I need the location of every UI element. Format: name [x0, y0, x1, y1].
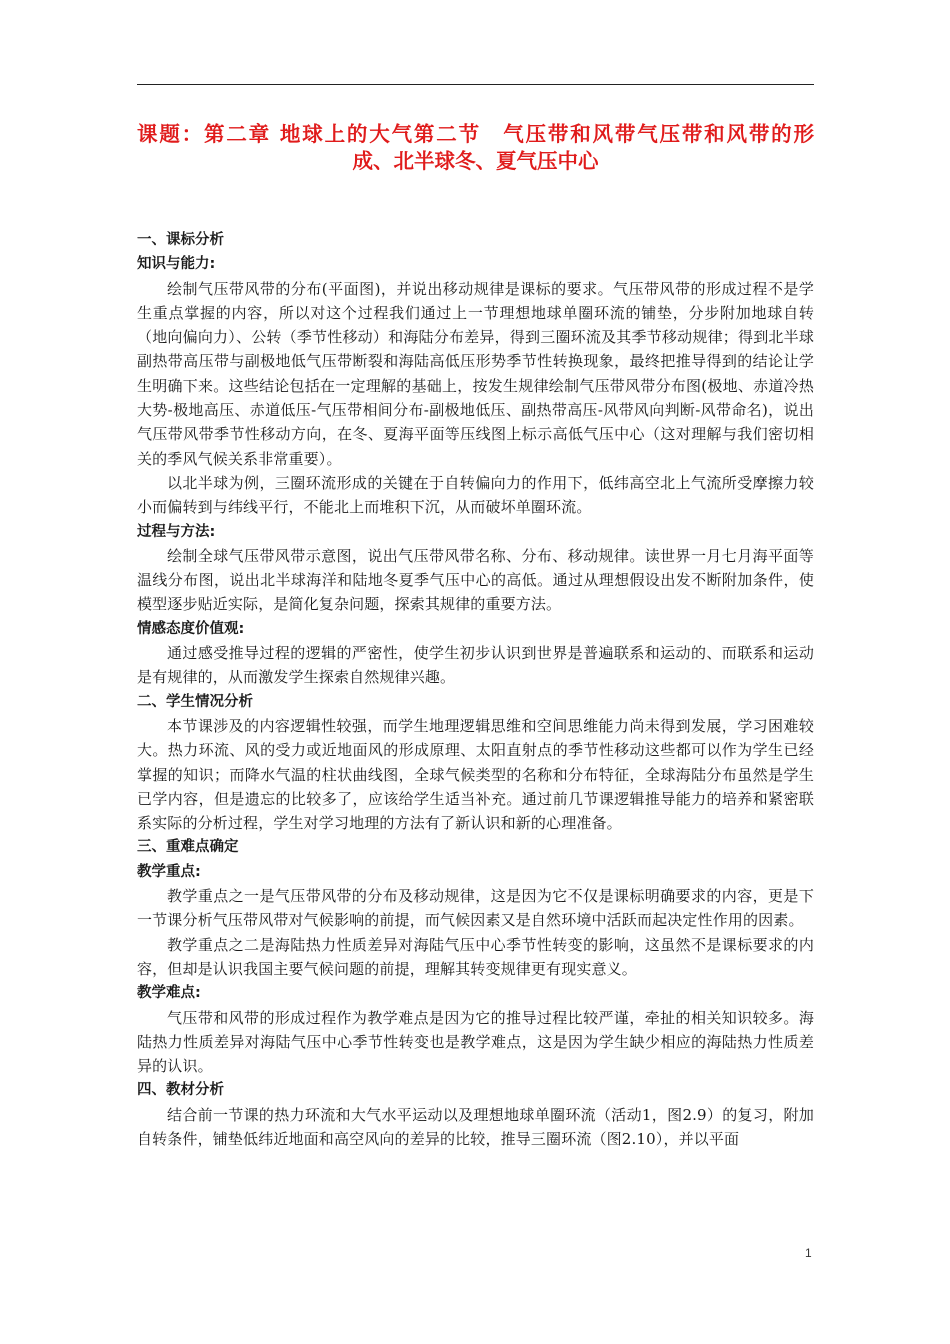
paragraph: 结合前一节课的热力环流和大气水平运动以及理想地球单圈环流（活动1，图2.9）的复习，附加自转条件，铺垫低纬近地面和高空风向的差异的比较，推导三圈环流（图2.10），并以平面: [137, 1105, 814, 1148]
title-line-2: 成、北半球冬、夏气压中心: [352, 149, 599, 173]
page-number: 1: [805, 1246, 812, 1260]
section-heading-curriculum: 一、课标分析: [137, 232, 224, 248]
paragraph: 以北半球为例，三圈环流形成的关键在于自转偏向力的作用下，低纬高空北上气流所受摩擦力较小而偏转到与纬线平行，不能北上而堆积下沉，从而破坏单圈环流。: [137, 473, 814, 517]
section-heading-textbook-analysis: 四、教材分析: [137, 1082, 224, 1099]
paragraph: 教学重点之一是气压带风带的分布及移动规律，这是因为它不仅是课标明确要求的内容，更是下一节课分析气压带风带对气候影响的前提，而气候因素又是自然环境中活跃而起决定性作用的因素。: [137, 887, 814, 930]
paragraph: 绘制气压带风带的分布(平面图)，并说出移动规律是课标的要求。气压带风带的形成过程不是学生重点掌握的内容，所以对这个过程我们通过上一节理想地球单圈环流的铺垫，分步附加地球自转（地向偏向力）、公转（季节性移动）和海陆分布差异，得到三圈环流及其季节移动规律；得到北半球副热带高压带与副极地低气压带断裂和海陆高低压形势季节性转换现象，最终把推导得到的结论让学生明确下来。这些结论包括在一定理解的基础上，按发生规律绘制气压带风带分布图(极地、赤道冷热大势-极地高压、赤道低压-气压带相间分布-副极地低压、副热带高压-风带风向判断-风带命名)，说出气压带风带季节性移动方向，在冬、夏海平面等压线图上标示高低气压中心（这对理解与我们密切相关的季风气候关系非常重要）。: [137, 279, 814, 468]
subheading-knowledge-ability: 知识与能力:: [137, 256, 216, 273]
subheading-attitude-values: 情感态度价值观:: [137, 620, 245, 637]
document-title: [137, 121, 814, 175]
paragraph: 教学重点之二是海陆热力性质差异对海陆气压中心季节性转变的影响，这虽然不是课标要求的内容，但却是认识我国主要气候问题的前提，理解其转变规律更有现实意义。: [137, 935, 814, 978]
subheading-process-method: 过程与方法:: [137, 523, 216, 540]
subheading-teaching-difficulty: 教学难点:: [137, 985, 201, 1002]
paragraph: 绘制全球气压带风带示意图，说出气压带风带名称、分布、移动规律。读世界一月七月海平面等温线分布图，说出北半球海洋和陆地冬夏季气压中心的高低。通过从理想假设出发不断附加条件，使模型逐步贴近实际，是简化复杂问题，探索其规律的重要方法。: [137, 546, 814, 614]
header-rule: [137, 84, 814, 85]
paragraph: 本节课涉及的内容逻辑性较强，而学生地理逻辑思维和空间思维能力尚未得到发展，学习困难较大。热力环流、风的受力或近地面风的形成原理、太阳直射点的季节性移动这些都可以作为学生已经掌握的知识；而降水气温的柱状曲线图，全球气候类型的名称和分布特征，全球海陆分布虽然是学生已学内容，但是遗忘的比较多了，应该给学生适当补充。通过前几节课逻辑推导能力的培养和紧密联系实际的分析过程，学生对学习地理的方法有了新认识和新的心理准备。: [137, 716, 814, 833]
document-body: [137, 228, 814, 1151]
section-heading-key-points: 三、重难点确定: [137, 839, 239, 856]
subheading-teaching-focus: 教学重点:: [137, 863, 201, 880]
section-heading-student-analysis: 二、学生情况分析: [137, 693, 253, 710]
title-line-1: 课题：第二章 地球上的大气第二节 气压带和风带气压带和风带的形: [137, 122, 814, 146]
paragraph: 气压带和风带的形成过程作为教学难点是因为它的推导过程比较严谨，牵扯的相关知识较多。海陆热力性质差异对海陆气压中心季节性转变也是教学难点，这是因为学生缺少相应的海陆热力性质差异的认识。: [137, 1008, 814, 1076]
paragraph: 通过感受推导过程的逻辑的严密性，使学生初步认识到世界是普遍联系和运动的、而联系和运动是有规律的，从而激发学生探索自然规律兴趣。: [137, 644, 814, 687]
